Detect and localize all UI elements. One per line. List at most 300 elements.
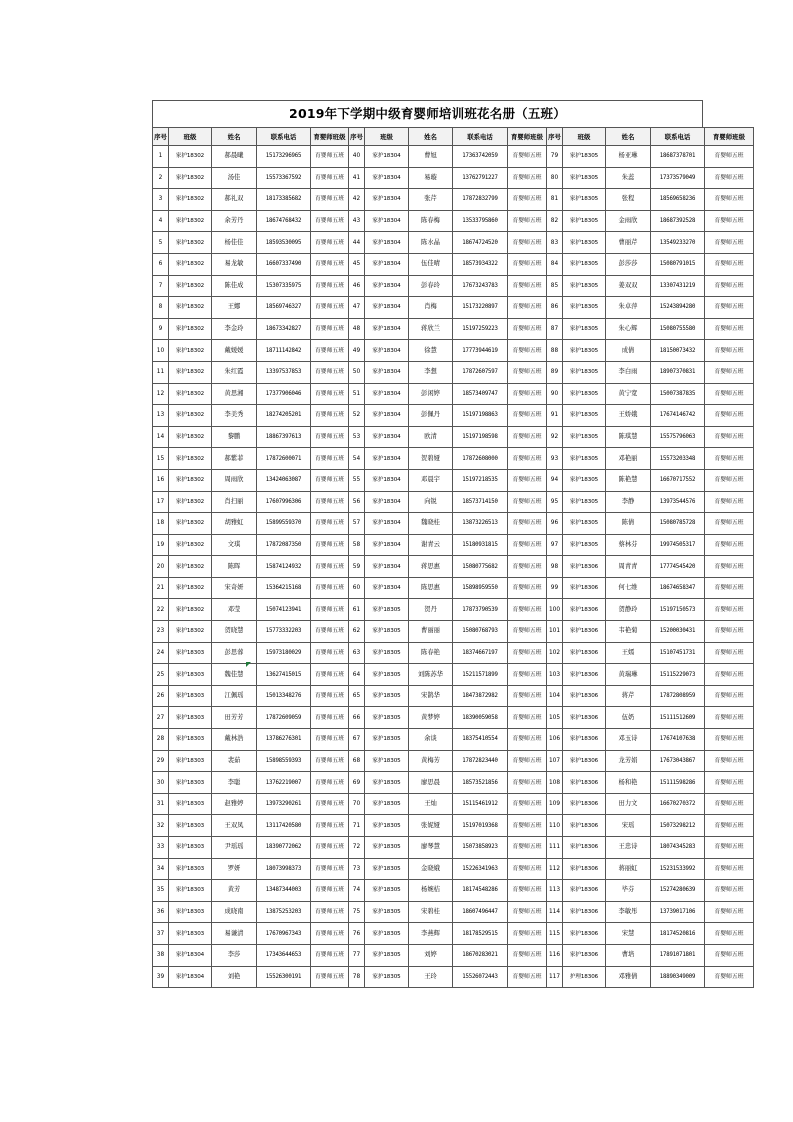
seq-cell: 72 <box>349 837 365 859</box>
seq-cell: 21 <box>153 577 169 599</box>
phone-cell: 15243894280 <box>651 297 705 319</box>
name-cell: 欧清 <box>409 426 453 448</box>
phone-cell: 13424063087 <box>257 469 311 491</box>
training-class-cell: 育婴师五班 <box>705 340 754 362</box>
seq-cell: 54 <box>349 448 365 470</box>
name-cell: 黄梦婷 <box>409 707 453 729</box>
training-class-cell: 育婴师五班 <box>508 664 547 686</box>
training-class-cell: 育婴师五班 <box>705 793 754 815</box>
training-class-cell: 育婴师五班 <box>311 491 349 513</box>
table-row <box>153 383 754 405</box>
name-cell: 彭闲婷 <box>409 383 453 405</box>
name-cell: 黄思湘 <box>212 383 257 405</box>
seq-cell: 16 <box>153 469 169 491</box>
phone-cell: 15115229073 <box>651 664 705 686</box>
table-row <box>153 707 754 729</box>
table-row <box>153 599 754 621</box>
training-class-cell: 育婴师五班 <box>508 491 547 513</box>
phone-cell: 18573521856 <box>453 772 508 794</box>
name-cell: 魏晓桂 <box>409 513 453 535</box>
phone-cell: 17377906046 <box>257 383 311 405</box>
table-row <box>153 621 754 643</box>
name-cell: 朱卓萍 <box>606 297 651 319</box>
seq-cell: 109 <box>547 793 563 815</box>
training-class-cell: 育婴师五班 <box>508 923 547 945</box>
name-cell: 金雨欣 <box>606 210 651 232</box>
class-cell: 家护18304 <box>365 210 409 232</box>
seq-cell: 86 <box>547 297 563 319</box>
seq-cell: 62 <box>349 621 365 643</box>
training-class-cell: 育婴师五班 <box>705 901 754 923</box>
phone-cell: 18390772062 <box>257 837 311 859</box>
name-cell: 易璇 <box>409 167 453 189</box>
seq-cell: 9 <box>153 318 169 340</box>
phone-cell: 15231533992 <box>651 858 705 880</box>
name-cell: 陈琪慧 <box>606 426 651 448</box>
name-cell: 宋鹊华 <box>409 685 453 707</box>
seq-cell: 69 <box>349 772 365 794</box>
phone-cell: 18178529515 <box>453 923 508 945</box>
name-cell: 陈思惠 <box>409 577 453 599</box>
class-cell: 家护18302 <box>169 167 212 189</box>
name-cell: 曹旭 <box>409 146 453 168</box>
name-cell: 成晓南 <box>212 901 257 923</box>
seq-cell: 65 <box>349 685 365 707</box>
name-cell: 伍佳晴 <box>409 253 453 275</box>
table-row <box>153 448 754 470</box>
training-class-cell: 育婴师五班 <box>508 880 547 902</box>
training-class-cell: 育婴师五班 <box>311 146 349 168</box>
phone-cell: 15197198863 <box>453 405 508 427</box>
name-cell: 蒋欣兰 <box>409 318 453 340</box>
class-cell: 家护18302 <box>169 448 212 470</box>
class-cell: 家护18304 <box>365 383 409 405</box>
training-class-cell: 育婴师五班 <box>705 167 754 189</box>
class-cell: 家护18304 <box>365 556 409 578</box>
name-cell: 易谦清 <box>212 923 257 945</box>
class-cell: 家护18305 <box>563 189 606 211</box>
class-cell: 家护18305 <box>563 426 606 448</box>
name-cell: 彭思蓉 <box>212 642 257 664</box>
phone-cell: 17873790539 <box>453 599 508 621</box>
name-cell: 王忠诗 <box>606 837 651 859</box>
training-class-cell: 育婴师五班 <box>705 189 754 211</box>
training-class-cell: 育婴师五班 <box>311 275 349 297</box>
table-row <box>153 944 754 966</box>
seq-cell: 96 <box>547 513 563 535</box>
seq-cell: 116 <box>547 944 563 966</box>
seq-cell: 103 <box>547 664 563 686</box>
phone-cell: 17872087350 <box>257 534 311 556</box>
name-cell: 陈春梅 <box>409 210 453 232</box>
training-class-cell: 育婴师五班 <box>311 361 349 383</box>
phone-cell: 18890349009 <box>651 966 705 988</box>
phone-cell: 18150073432 <box>651 340 705 362</box>
phone-cell: 15526072443 <box>453 966 508 988</box>
class-cell: 家护18306 <box>563 815 606 837</box>
name-cell: 陈晖 <box>212 556 257 578</box>
name-cell: 邓玉诗 <box>606 729 651 751</box>
name-cell: 朱红霞 <box>212 361 257 383</box>
phone-cell: 15197150573 <box>651 599 705 621</box>
training-class-cell: 育婴师五班 <box>705 405 754 427</box>
phone-cell: 17673243783 <box>453 275 508 297</box>
class-cell: 家护18304 <box>365 146 409 168</box>
name-cell: 邓晨宇 <box>409 469 453 491</box>
name-cell: 张芹 <box>409 189 453 211</box>
seq-cell: 33 <box>153 837 169 859</box>
phone-cell: 13549233270 <box>651 232 705 254</box>
name-cell: 杨婉桔 <box>409 880 453 902</box>
class-cell: 护理18306 <box>563 966 606 988</box>
training-class-cell: 育婴师五班 <box>311 621 349 643</box>
phone-cell: 15898559393 <box>257 750 311 772</box>
class-cell: 家护18305 <box>365 707 409 729</box>
seq-cell: 102 <box>547 642 563 664</box>
phone-cell: 18073998373 <box>257 858 311 880</box>
phone-cell: 13117420580 <box>257 815 311 837</box>
phone-cell: 17872607597 <box>453 361 508 383</box>
class-cell: 家护18306 <box>563 642 606 664</box>
training-class-cell: 育婴师五班 <box>311 707 349 729</box>
seq-cell: 51 <box>349 383 365 405</box>
seq-cell: 68 <box>349 750 365 772</box>
seq-cell: 107 <box>547 750 563 772</box>
seq-cell: 87 <box>547 318 563 340</box>
table-row <box>153 275 754 297</box>
seq-cell: 60 <box>349 577 365 599</box>
training-class-cell: 育婴师五班 <box>705 448 754 470</box>
phone-cell: 15197198598 <box>453 426 508 448</box>
table-row <box>153 189 754 211</box>
training-class-cell: 育婴师五班 <box>311 750 349 772</box>
class-cell: 家护18302 <box>169 491 212 513</box>
phone-cell: 18569658236 <box>651 189 705 211</box>
seq-cell: 36 <box>153 901 169 923</box>
name-cell: 徐慧 <box>409 340 453 362</box>
phone-cell: 18375410554 <box>453 729 508 751</box>
class-cell: 家护18306 <box>563 772 606 794</box>
class-cell: 家护18302 <box>169 556 212 578</box>
seq-cell: 44 <box>349 232 365 254</box>
training-class-cell: 育婴师五班 <box>311 923 349 945</box>
phone-cell: 13875253203 <box>257 901 311 923</box>
training-class-cell: 育婴师五班 <box>705 297 754 319</box>
class-cell: 家护18305 <box>563 210 606 232</box>
phone-cell: 15007387835 <box>651 383 705 405</box>
name-cell: 彭佩丹 <box>409 405 453 427</box>
name-cell: 李莎 <box>212 944 257 966</box>
training-class-cell: 育婴师五班 <box>311 210 349 232</box>
col-header-training-class: 育婴师班级 <box>311 128 349 146</box>
name-cell: 肖梅 <box>409 297 453 319</box>
table-row <box>153 513 754 535</box>
seq-cell: 91 <box>547 405 563 427</box>
roster-sheet <box>152 100 745 988</box>
phone-cell: 17872832799 <box>453 189 508 211</box>
class-cell: 家护18305 <box>365 858 409 880</box>
class-cell: 家护18305 <box>563 340 606 362</box>
training-class-cell: 育婴师五班 <box>311 772 349 794</box>
name-cell: 谢青云 <box>409 534 453 556</box>
training-class-cell: 育婴师五班 <box>311 167 349 189</box>
name-cell: 罗妍 <box>212 858 257 880</box>
class-cell: 家护18306 <box>563 621 606 643</box>
seq-cell: 30 <box>153 772 169 794</box>
phone-cell: 18711142842 <box>257 340 311 362</box>
class-cell: 家护18302 <box>169 383 212 405</box>
seq-cell: 92 <box>547 426 563 448</box>
table-row <box>153 577 754 599</box>
seq-cell: 3 <box>153 189 169 211</box>
phone-cell: 17373579049 <box>651 167 705 189</box>
training-class-cell: 育婴师五班 <box>705 210 754 232</box>
training-class-cell: 育婴师五班 <box>311 513 349 535</box>
name-cell: 曹培 <box>606 944 651 966</box>
class-cell: 家护18303 <box>169 815 212 837</box>
seq-cell: 42 <box>349 189 365 211</box>
training-class-cell: 育婴师五班 <box>311 189 349 211</box>
training-class-cell: 育婴师五班 <box>311 966 349 988</box>
training-class-cell: 育婴师五班 <box>508 383 547 405</box>
training-class-cell: 育婴师五班 <box>508 340 547 362</box>
seq-cell: 2 <box>153 167 169 189</box>
roster-table <box>152 127 754 988</box>
phone-cell: 18473872982 <box>453 685 508 707</box>
seq-cell: 32 <box>153 815 169 837</box>
class-cell: 家护18306 <box>563 577 606 599</box>
seq-cell: 41 <box>349 167 365 189</box>
table-row <box>153 426 754 448</box>
phone-cell: 15080755580 <box>651 318 705 340</box>
class-cell: 家护18305 <box>563 146 606 168</box>
training-class-cell: 育婴师五班 <box>508 621 547 643</box>
phone-cell: 13762791227 <box>453 167 508 189</box>
name-cell: 郝礼双 <box>212 189 257 211</box>
class-cell: 家护18302 <box>169 340 212 362</box>
seq-cell: 94 <box>547 469 563 491</box>
phone-cell: 17343644653 <box>257 944 311 966</box>
training-class-cell: 育婴师五班 <box>311 901 349 923</box>
phone-cell: 13739017106 <box>651 901 705 923</box>
name-cell: 江佩瑶 <box>212 685 257 707</box>
phone-cell: 15074123941 <box>257 599 311 621</box>
phone-cell: 18687392528 <box>651 210 705 232</box>
phone-cell: 17872808959 <box>651 685 705 707</box>
class-cell: 家护18303 <box>169 750 212 772</box>
class-cell: 家护18305 <box>365 815 409 837</box>
class-cell: 家护18305 <box>365 621 409 643</box>
training-class-cell: 育婴师五班 <box>311 556 349 578</box>
class-cell: 家护18305 <box>365 772 409 794</box>
seq-cell: 49 <box>349 340 365 362</box>
training-class-cell: 育婴师五班 <box>508 297 547 319</box>
class-cell: 家护18305 <box>365 923 409 945</box>
name-cell: 刘艳 <box>212 966 257 988</box>
class-cell: 家护18302 <box>169 189 212 211</box>
phone-cell: 17673043867 <box>651 750 705 772</box>
seq-cell: 43 <box>349 210 365 232</box>
phone-cell: 18907370831 <box>651 361 705 383</box>
training-class-cell: 育婴师五班 <box>311 729 349 751</box>
name-cell: 李白雨 <box>606 361 651 383</box>
class-cell: 家护18305 <box>365 837 409 859</box>
table-row <box>153 534 754 556</box>
name-cell: 王玲 <box>409 966 453 988</box>
header-row <box>153 128 754 146</box>
class-cell: 家护18303 <box>169 880 212 902</box>
class-cell: 家护18305 <box>365 901 409 923</box>
col-header-training-class: 育婴师班级 <box>508 128 547 146</box>
class-cell: 家护18306 <box>563 599 606 621</box>
name-cell: 魏佳慧 <box>212 664 257 686</box>
name-cell: 蒋丽虹 <box>606 858 651 880</box>
class-cell: 家护18302 <box>169 426 212 448</box>
phone-cell: 15526300191 <box>257 966 311 988</box>
name-cell: 彭莎莎 <box>606 253 651 275</box>
phone-cell: 15073858923 <box>453 837 508 859</box>
training-class-cell: 育婴师五班 <box>705 707 754 729</box>
name-cell: 王双凤 <box>212 815 257 837</box>
training-class-cell: 育婴师五班 <box>508 189 547 211</box>
roster-body <box>153 146 754 988</box>
training-class-cell: 育婴师五班 <box>705 944 754 966</box>
class-cell: 家护18306 <box>563 901 606 923</box>
name-cell: 李聪 <box>212 772 257 794</box>
phone-cell: 16607337490 <box>257 253 311 275</box>
seq-cell: 85 <box>547 275 563 297</box>
table-row <box>153 642 754 664</box>
training-class-cell: 育婴师五班 <box>311 880 349 902</box>
name-cell: 文琪 <box>212 534 257 556</box>
seq-cell: 104 <box>547 685 563 707</box>
name-cell: 田芳芳 <box>212 707 257 729</box>
class-cell: 家护18305 <box>563 448 606 470</box>
name-cell: 汤佳 <box>212 167 257 189</box>
phone-cell: 17891071801 <box>651 944 705 966</box>
class-cell: 家护18302 <box>169 318 212 340</box>
name-cell: 赵雅婷 <box>212 793 257 815</box>
class-cell: 家护18306 <box>563 729 606 751</box>
name-cell: 杨亚琳 <box>606 146 651 168</box>
training-class-cell: 育婴师五班 <box>311 577 349 599</box>
seq-cell: 63 <box>349 642 365 664</box>
training-class-cell: 育婴师五班 <box>311 944 349 966</box>
phone-cell: 15115461912 <box>453 793 508 815</box>
class-cell: 家护18305 <box>563 383 606 405</box>
training-class-cell: 育婴师五班 <box>508 685 547 707</box>
training-class-cell: 育婴师五班 <box>705 426 754 448</box>
seq-cell: 83 <box>547 232 563 254</box>
phone-cell: 17872608000 <box>453 448 508 470</box>
class-cell: 家护18302 <box>169 577 212 599</box>
training-class-cell: 育婴师五班 <box>508 513 547 535</box>
class-cell: 家护18303 <box>169 664 212 686</box>
phone-cell: 18674658347 <box>651 577 705 599</box>
class-cell: 家护18306 <box>563 880 606 902</box>
class-cell: 家护18304 <box>365 275 409 297</box>
class-cell: 家护18304 <box>365 297 409 319</box>
name-cell: 贺静玲 <box>606 599 651 621</box>
seq-cell: 105 <box>547 707 563 729</box>
training-class-cell: 育婴师五班 <box>705 146 754 168</box>
name-cell: 黄梅芳 <box>409 750 453 772</box>
col-header-name: 姓名 <box>212 128 257 146</box>
col-header-phone: 联系电话 <box>453 128 508 146</box>
class-cell: 家护18302 <box>169 534 212 556</box>
class-cell: 家护18306 <box>563 858 606 880</box>
seq-cell: 47 <box>349 297 365 319</box>
class-cell: 家护18305 <box>365 750 409 772</box>
phone-cell: 17872823440 <box>453 750 508 772</box>
training-class-cell: 育婴师五班 <box>705 966 754 988</box>
training-class-cell: 育婴师五班 <box>311 297 349 319</box>
phone-cell: 18573714150 <box>453 491 508 513</box>
seq-cell: 93 <box>547 448 563 470</box>
phone-cell: 15307335975 <box>257 275 311 297</box>
seq-cell: 27 <box>153 707 169 729</box>
name-cell: 王嫣 <box>606 642 651 664</box>
seq-cell: 81 <box>547 189 563 211</box>
name-cell: 邓莹 <box>212 599 257 621</box>
class-cell: 家护18305 <box>563 167 606 189</box>
col-header-phone: 联系电话 <box>651 128 705 146</box>
training-class-cell: 育婴师五班 <box>508 448 547 470</box>
training-class-cell: 育婴师五班 <box>311 448 349 470</box>
seq-cell: 5 <box>153 232 169 254</box>
table-row <box>153 361 754 383</box>
table-row <box>153 858 754 880</box>
class-cell: 家护18306 <box>563 793 606 815</box>
seq-cell: 56 <box>349 491 365 513</box>
seq-cell: 20 <box>153 556 169 578</box>
table-row <box>153 556 754 578</box>
phone-cell: 18390059058 <box>453 707 508 729</box>
training-class-cell: 育婴师五班 <box>508 729 547 751</box>
phone-cell: 15073298212 <box>651 815 705 837</box>
training-class-cell: 育婴师五班 <box>311 685 349 707</box>
table-row <box>153 469 754 491</box>
name-cell: 陈春艳 <box>409 642 453 664</box>
table-row <box>153 297 754 319</box>
seq-cell: 64 <box>349 664 365 686</box>
class-cell: 家护18305 <box>563 275 606 297</box>
table-row <box>153 793 754 815</box>
seq-cell: 117 <box>547 966 563 988</box>
training-class-cell: 育婴师五班 <box>705 729 754 751</box>
training-class-cell: 育婴师五班 <box>508 318 547 340</box>
phone-cell: 15107451731 <box>651 642 705 664</box>
table-row <box>153 923 754 945</box>
name-cell: 韦艳菊 <box>606 621 651 643</box>
phone-cell: 15180931815 <box>453 534 508 556</box>
table-row <box>153 772 754 794</box>
seq-cell: 53 <box>349 426 365 448</box>
phone-cell: 17670967343 <box>257 923 311 945</box>
class-cell: 家护18304 <box>365 361 409 383</box>
seq-cell: 115 <box>547 923 563 945</box>
phone-cell: 15874124932 <box>257 556 311 578</box>
name-cell: 陈艳慧 <box>606 469 651 491</box>
class-cell: 家护18304 <box>365 189 409 211</box>
phone-cell: 15197218535 <box>453 469 508 491</box>
training-class-cell: 育婴师五班 <box>508 642 547 664</box>
phone-cell: 18867397613 <box>257 426 311 448</box>
phone-cell: 17607996306 <box>257 491 311 513</box>
name-cell: 朱心辉 <box>606 318 651 340</box>
training-class-cell: 育婴师五班 <box>311 232 349 254</box>
seq-cell: 61 <box>349 599 365 621</box>
